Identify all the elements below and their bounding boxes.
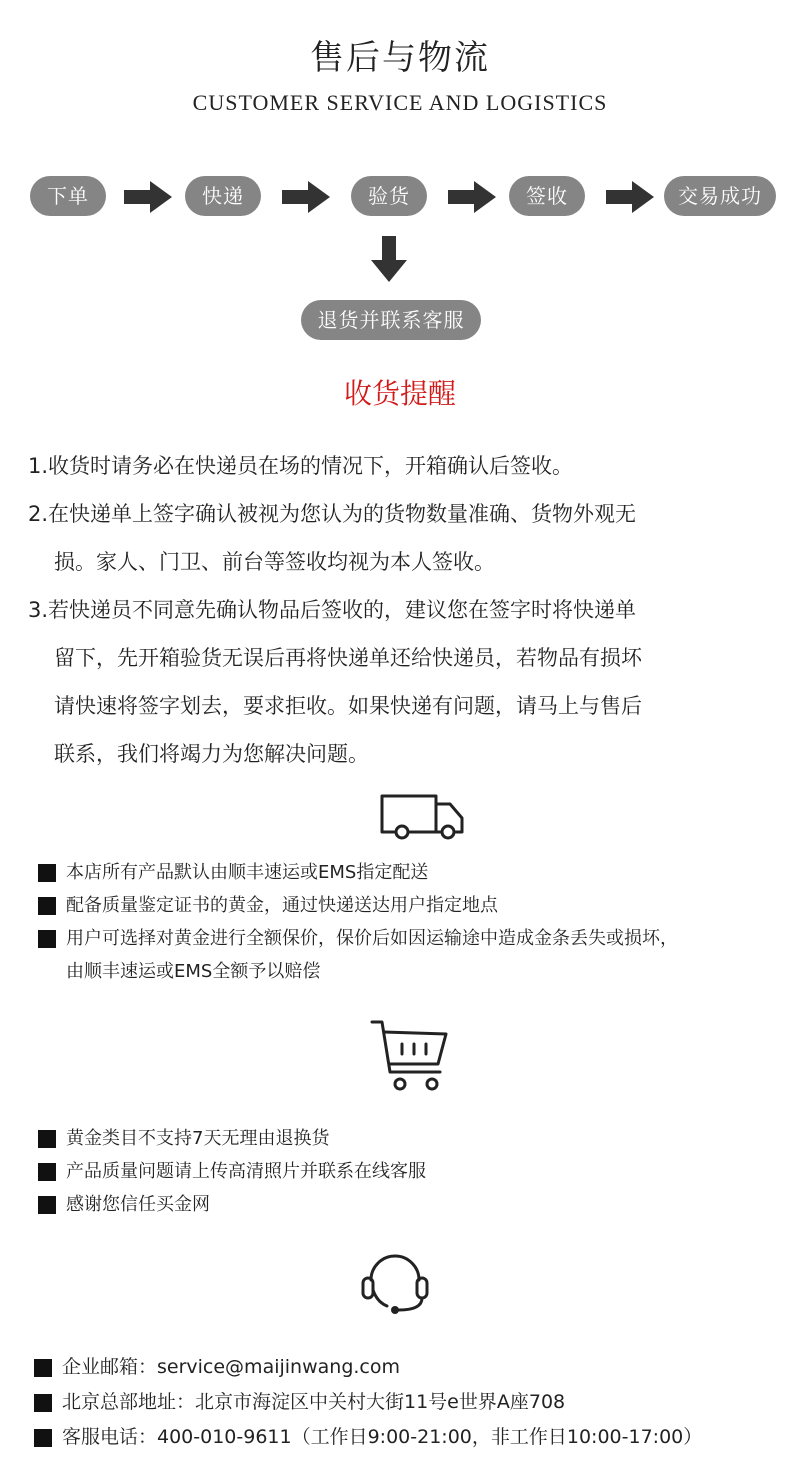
arrow-right-icon [282, 181, 330, 213]
bullet-square [38, 1196, 56, 1214]
notice-title: 收货提醒 [343, 377, 456, 410]
page-subtitle: CUSTOMER SERVICE AND LOGISTICS [192, 90, 608, 115]
flow-step-inspect: 验货 [351, 176, 427, 216]
bullet-square [34, 1394, 52, 1412]
list-item: 本店所有产品默认由顺丰速运或EMS指定配送 [38, 856, 678, 889]
shopping-cart-icon [368, 1016, 450, 1096]
headset-icon [355, 1240, 435, 1320]
page-title: 售后与物流 [310, 38, 490, 78]
list-item: 黄金类目不支持7天无理由退换货 [38, 1122, 426, 1155]
notice-line: 留下，先开箱验货无误后再将快递单还给快递员，若物品有损坏 [54, 646, 642, 670]
arrow-down-icon [371, 236, 407, 282]
notice-line: 联系，我们将竭力为您解决问题。 [54, 742, 369, 766]
list-item: 企业邮箱：service@maijinwang.com [34, 1350, 702, 1385]
arrow-right-icon [124, 181, 172, 213]
bullet-square [38, 930, 56, 948]
notice-item-1 [28, 442, 788, 490]
returns-list [38, 1122, 426, 1221]
notice-line: 3.若快递员不同意先确认物品后签收的，建议您在签字时将快递单 [28, 598, 637, 622]
bullet-square [38, 1163, 56, 1181]
flow-step-success: 交易成功 [664, 176, 776, 216]
flow-step-return: 退货并联系客服 [301, 300, 481, 340]
flow-step-express: 快递 [185, 176, 261, 216]
list-item: 产品质量问题请上传高清照片并联系在线客服 [38, 1155, 426, 1188]
notice-item-3 [28, 586, 788, 778]
bullet-square [34, 1359, 52, 1377]
bullet-square [38, 897, 56, 915]
list-item: 感谢您信任买金网 [38, 1188, 426, 1221]
bullet-square [38, 864, 56, 882]
truck-icon [378, 792, 466, 840]
bullet-square [38, 1130, 56, 1148]
list-item: 配备质量鉴定证书的黄金，通过快递送达用户指定地点 [38, 889, 678, 922]
list-item: 客服电话：400-010-9611（工作日9:00-21:00，非工作日10:00-17:00） [34, 1420, 702, 1455]
notice-line: 损。家人、门卫、前台等签收均视为本人签收。 [54, 550, 495, 574]
list-item: 北京总部地址：北京市海淀区中关村大街11号e世界A座708 [34, 1385, 702, 1420]
flow-step-sign: 签收 [509, 176, 585, 216]
notice-line: 2.在快递单上签字确认被视为您认为的货物数量准确、货物外观无 [28, 502, 637, 526]
notice-line: 请快速将签字划去，要求拒收。如果快递有问题，请马上与售后 [54, 694, 642, 718]
arrow-right-icon [448, 181, 496, 213]
bullet-square [34, 1429, 52, 1447]
arrow-right-icon [606, 181, 654, 213]
flow-step-order: 下单 [30, 176, 106, 216]
contact-list [34, 1350, 702, 1455]
list-item-continuation: 由顺丰速运或EMS全额予以赔偿 [66, 961, 321, 982]
notice-item-2 [28, 490, 788, 586]
notice-line: 1.收货时请务必在快递员在场的情况下，开箱确认后签收。 [28, 454, 574, 478]
shipping-list [38, 856, 678, 988]
list-item: 用户可选择对黄金进行全额保价，保价后如因运输途中造成金条丢失或损坏， [38, 922, 678, 955]
